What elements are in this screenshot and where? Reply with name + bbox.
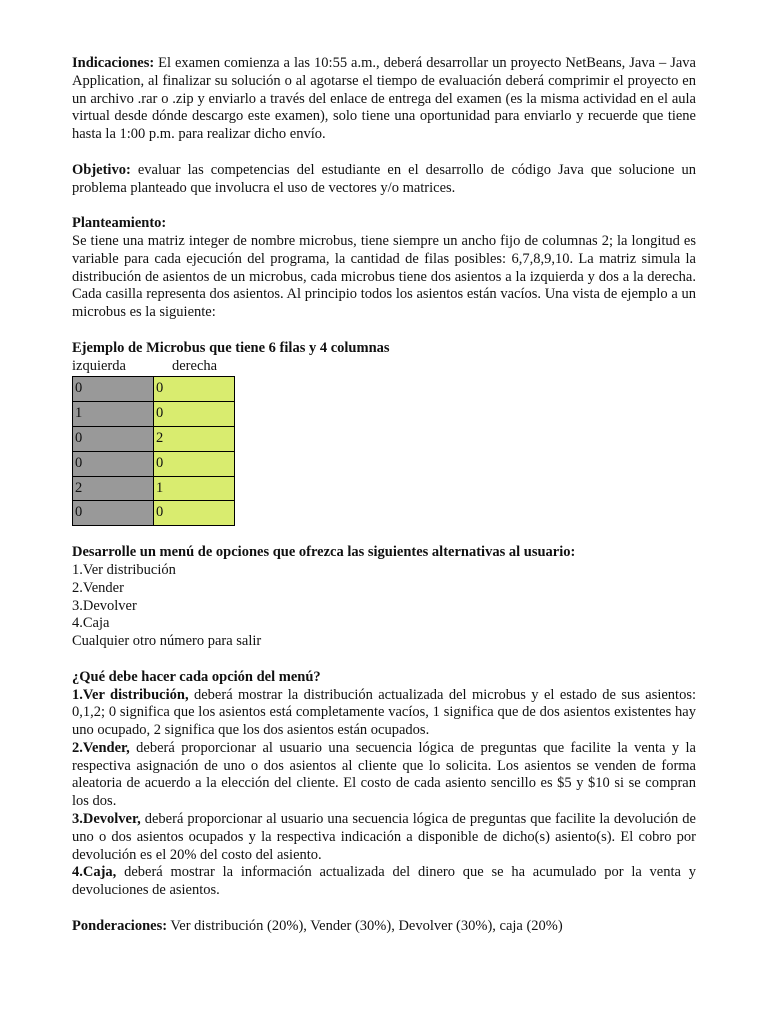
list-item: 2.Vender [72,579,124,596]
cell-right: 2 [154,426,235,451]
ejemplo-title-text: Ejemplo de Microbus que tiene 6 filas y 4 columnas [72,339,390,356]
ponderaciones-text: Ver distribución (20%), Vender (30%), Devolver (30%), caja (20%) [167,917,563,934]
cell-left: 1 [73,402,154,427]
menu-list [72,562,696,651]
cell-left: 0 [73,451,154,476]
opcion-paragraph [72,811,696,864]
indicaciones-paragraph [72,55,696,144]
objetivo-text: evaluar las competencias del estudiante en el desarrollo de código Java que solucione un problema planteado que involucra el uso de vectores y/o matrices. [72,161,696,196]
cell-left: 0 [73,426,154,451]
ponderaciones-label: Ponderaciones: [72,917,168,934]
col-label-left: izquierda [72,357,126,374]
opciones-title-text: ¿Qué debe hacer cada opción del menú? [72,668,321,685]
objetivo-paragraph [72,162,696,198]
opcion-label: 1.Ver distribución, [72,686,189,703]
opcion-text: deberá mostrar la distribución actualizada del microbus y el estado de sus asientos: 0,1,2; 0 significa que los asientos está completamente vacíos, 1 significa que de dos asientos existentes hay uno ocupado, 2 significa que los dos asientos están ocupados. [72,686,697,739]
opcion-text: deberá proporcionar al usuario una secuencia lógica de preguntas que facilite la venta y la respectiva asignación de uno o dos asientos al cliente que lo solicita. Los asientos se venden de forma aleatoria de acuerdo a la elección del cliente. El costo de cada asiento sencillo es $5 y $10 si se compran los dos. [72,739,696,810]
table-row [73,426,235,451]
planteamiento-label: Planteamiento: [72,215,167,232]
indicaciones-text: El examen comienza a las 10:55 a.m., deberá desarrollar un proyecto NetBeans, Java – Java Application, al finalizar su solución o al agotarse el tiempo de evaluación deberá comprimir el proyecto en un archivo .rar o .zip y enviarlo a través del enlace de entrega del examen (es la misma actividad en el aula virtual desde dónde descargo este examen), solo tiene una oportunidad para enviarlo y recuerde que tiene hasta la 1:00 p.m. para realizar dicho envío. [72,55,696,143]
planteamiento-heading [72,215,696,233]
cell-right: 0 [154,377,235,402]
opcion-label: 3.Devolver, [72,811,141,828]
cell-left: 2 [73,476,154,501]
list-item: 4.Caja [72,615,110,632]
table-row [73,501,235,526]
opcion-label: 4.Caja, [72,864,117,881]
opcion-text: deberá mostrar la información actualizada del dinero que se ha acumulado por la venta y devoluciones de asientos. [72,864,696,899]
cell-right: 0 [154,501,235,526]
opcion-paragraph [72,864,696,900]
table-row [73,476,235,501]
cell-left: 0 [73,501,154,526]
menu-title [72,544,696,562]
objetivo-label: Objetivo: [72,161,131,178]
microbus-table [72,376,235,526]
list-item: 1.Ver distribución [72,561,176,578]
opcion-text: deberá proporcionar al usuario una secuencia lógica de preguntas que facilite la devolución de uno o dos asientos ocupados y la respectiva indicación a disponible de dicho(s) asiento(s). El cobro por devolución es el 20% del costo del asiento. [72,811,696,863]
opcion-label: 2.Vender, [72,739,130,756]
col-label-right: derecha [172,357,218,374]
list-item: Cualquier otro número para salir [72,633,262,650]
ejemplo-title [72,340,696,358]
table-row [73,377,235,402]
planteamiento-text: Se tiene una matriz integer de nombre microbus, tiene siempre un ancho fijo de columnas 2; la longitud es variable para cada ejecución del programa, la cantidad de filas posibles: 6,7,8,9,10. La matriz simula la distribución de asientos de un microbus, cada microbus tiene dos asientos a la izquierda y dos a la derecha. Cada casilla representa dos asientos. Al principio todos los asientos están vacíos. Una vista de ejemplo a un microbus es la siguiente: [72,232,696,321]
opcion-paragraph [72,740,696,811]
ponderaciones-paragraph [72,918,696,936]
indicaciones-label: Indicaciones: [72,55,155,71]
cell-right: 0 [154,451,235,476]
opciones-title [72,669,696,687]
column-labels [72,358,252,376]
cell-right: 1 [154,476,235,501]
table-row [73,451,235,476]
opcion-paragraph [72,687,696,740]
table-row [73,402,235,427]
menu-title-text: Desarrolle un menú de opciones que ofrezca las siguientes alternativas al usuario: [72,544,576,561]
cell-right: 0 [154,402,235,427]
list-item: 3.Devolver [72,597,137,614]
cell-left: 0 [73,377,154,402]
